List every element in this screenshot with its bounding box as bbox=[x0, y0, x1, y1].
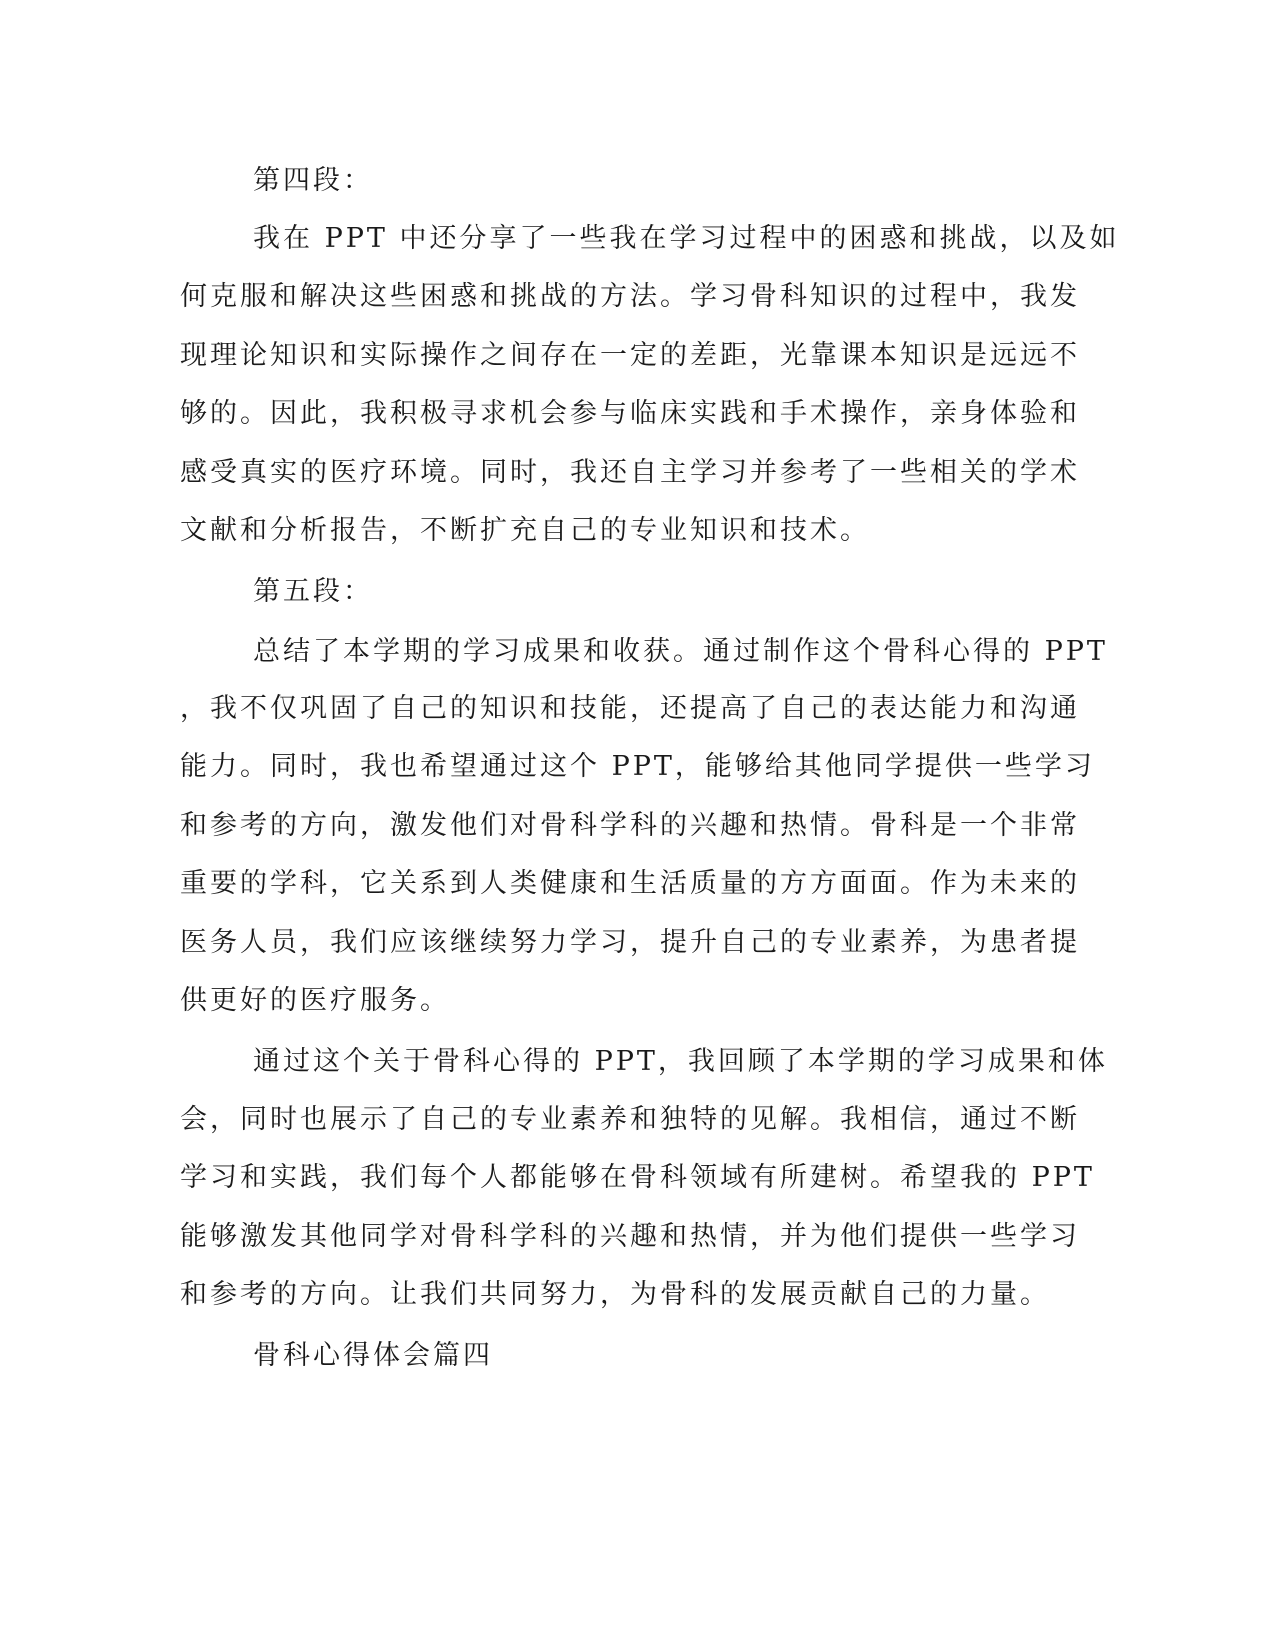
paragraph-line: 通过这个关于骨科心得的 PPT，我回顾了本学期的学习成果和体 bbox=[253, 1046, 1108, 1077]
paragraph-line: 总结了本学期的学习成果和收获。通过制作这个骨科心得的 PPT bbox=[253, 636, 1108, 667]
paragraph-line: 学习和实践，我们每个人都能够在骨科领域有所建树。希望我的 PPT bbox=[180, 1162, 1095, 1193]
section-heading-4: 第四段： bbox=[253, 165, 373, 196]
paragraph-line: 重要的学科，它关系到人类健康和生活质量的方方面面。作为未来的 bbox=[180, 868, 1080, 899]
paragraph-line: 医务人员，我们应该继续努力学习，提升自己的专业素养，为患者提 bbox=[180, 927, 1080, 958]
paragraph-line: 能力。同时，我也希望通过这个 PPT，能够给其他同学提供一些学习 bbox=[180, 751, 1095, 782]
paragraph-line: 会，同时也展示了自己的专业素养和独特的见解。我相信，通过不断 bbox=[180, 1104, 1080, 1135]
paragraph-line: 和参考的方向，激发他们对骨科学科的兴趣和热情。骨科是一个非常 bbox=[180, 810, 1080, 841]
paragraph-line: 文献和分析报告，不断扩充自己的专业知识和技术。 bbox=[180, 515, 870, 546]
paragraph-line: 能够激发其他同学对骨科学科的兴趣和热情，并为他们提供一些学习 bbox=[180, 1221, 1080, 1252]
paragraph-line: ，我不仅巩固了自己的知识和技能，还提高了自己的表达能力和沟通 bbox=[180, 693, 1080, 724]
paragraph-line: 够的。因此，我积极寻求机会参与临床实践和手术操作，亲身体验和 bbox=[180, 398, 1080, 429]
paragraph-line: 何克服和解决这些困惑和挑战的方法。学习骨科知识的过程中，我发 bbox=[180, 281, 1080, 312]
paragraph-line: 供更好的医疗服务。 bbox=[180, 985, 450, 1016]
paragraph-line: 我在 PPT 中还分享了一些我在学习过程中的困惑和挑战，以及如 bbox=[253, 223, 1120, 254]
paragraph-line: 感受真实的医疗环境。同时，我还自主学习并参考了一些相关的学术 bbox=[180, 457, 1080, 488]
paragraph-line: 和参考的方向。让我们共同努力，为骨科的发展贡献自己的力量。 bbox=[180, 1279, 1050, 1310]
paragraph-line: 现理论知识和实际操作之间存在一定的差距，光靠课本知识是远远不 bbox=[180, 340, 1080, 371]
section-heading-5: 第五段： bbox=[253, 576, 373, 607]
article-title: 骨科心得体会篇四 bbox=[253, 1340, 493, 1371]
